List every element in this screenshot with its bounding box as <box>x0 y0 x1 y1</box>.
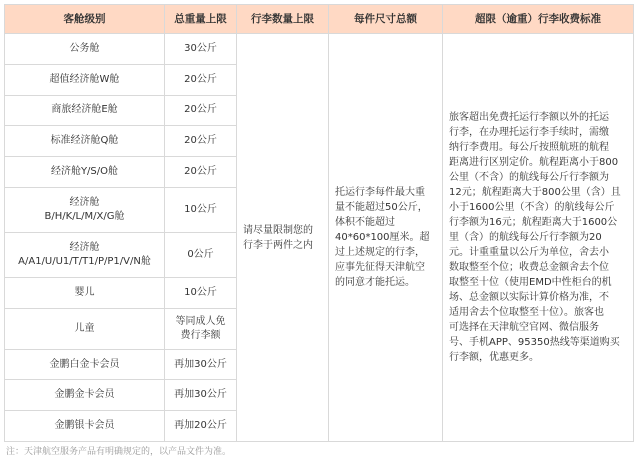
weight-limit-cell: 再加30公斤 <box>165 349 237 380</box>
cabin-class-cell: 金鹏银卡会员 <box>5 411 165 442</box>
weight-limit-cell: 20公斤 <box>165 157 237 188</box>
weight-limit-cell: 20公斤 <box>165 126 237 157</box>
cabin-class-cell: 商旅经济舱E舱 <box>5 95 165 126</box>
footnote: 注：天津航空服务产品有明确规定的，以产品文件为准。 <box>6 447 232 457</box>
cabin-class-cell: 标准经济舱Q舱 <box>5 126 165 157</box>
weight-limit-cell: 0公斤 <box>165 232 237 277</box>
cabin-class-cell: 经济舱 B/H/K/L/M/X/G舱 <box>5 187 165 232</box>
header-cabin: 客舱级别 <box>5 5 165 34</box>
weight-limit-cell: 等同成人免 费行李额 <box>165 308 237 349</box>
baggage-allowance-table <box>4 4 634 442</box>
weight-limit-cell: 30公斤 <box>165 34 237 65</box>
cabin-class-cell: 公务舱 <box>5 34 165 65</box>
header-weight: 总重量上限 <box>165 5 237 34</box>
weight-limit-cell: 10公斤 <box>165 277 237 308</box>
weight-limit-cell: 再加30公斤 <box>165 380 237 411</box>
cabin-class-cell: 金鹏金卡会员 <box>5 380 165 411</box>
cabin-class-cell: 婴儿 <box>5 277 165 308</box>
header-size: 每件尺寸总额 <box>329 5 443 34</box>
cabin-class-cell: 金鹏白金卡会员 <box>5 349 165 380</box>
weight-limit-cell: 再加20公斤 <box>165 411 237 442</box>
table-row <box>5 34 634 65</box>
size-limit-cell: 托运行李每件最大重 量不能超过50公斤， 体积不能超过 40*60*100厘米。超 过上述规定的行李， 应事先征得天津航空 的同意才能托运。 <box>329 34 443 442</box>
count-limit-cell: 请尽量限制您的 行李于两件之内 <box>237 34 329 442</box>
header-count: 行李数量上限 <box>237 5 329 34</box>
header-fee: 超限（逾重）行李收费标准 <box>443 5 634 34</box>
cabin-class-cell: 儿童 <box>5 308 165 349</box>
fee-standard-cell: 旅客超出免费托运行李额以外的托运 行李，在办理托运行李手续时，需缴 纳行李费用。每公斤按照航班的航程 距离进行区别定价。航程距离小于800 公里（不含）的航线每公斤行李额为 12元；航程距离大于800公里（含）且 小于1600公里（不含）的航线每公斤 行李额为16元；航程距离大于1600公 里（含）的航线每公斤行李额为20 元。计重重量以公斤为单位，舍去小 数取整至个位；收费总金额舍去个位 取整至十位（使用EMD中性柜台的机 场、总金额以实际计算价格为准，不 适用舍去个位取整至十位）。旅客也 可选择在天津航空官网、微信服务 号、手机APP、95350热线等渠道购买 行李额，优惠更多。 <box>443 34 634 442</box>
weight-limit-cell: 10公斤 <box>165 187 237 232</box>
weight-limit-cell: 20公斤 <box>165 95 237 126</box>
table-header-row <box>5 5 634 34</box>
cabin-class-cell: 经济舱 A/A1/U/U1/T/T1/P/P1/V/N舱 <box>5 232 165 277</box>
cabin-class-cell: 经济舱Y/S/O舱 <box>5 157 165 188</box>
weight-limit-cell: 20公斤 <box>165 64 237 95</box>
cabin-class-cell: 超值经济舱W舱 <box>5 64 165 95</box>
